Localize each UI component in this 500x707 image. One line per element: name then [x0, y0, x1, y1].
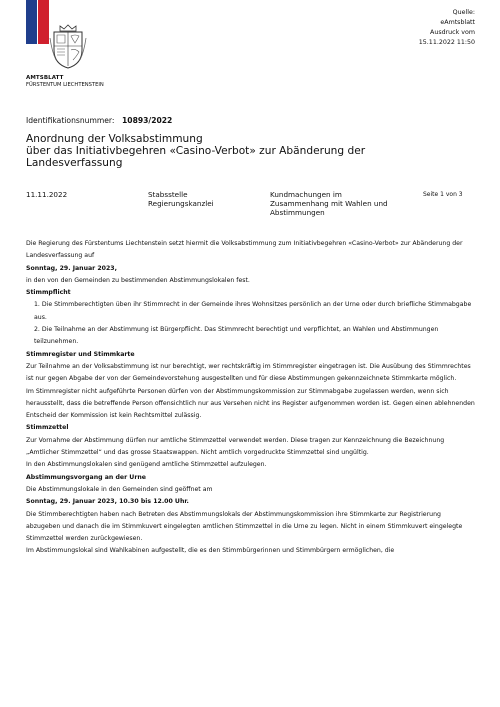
section-heading: Sonntag, 29. Januar 2023, [26, 264, 117, 272]
section-heading: Stimmzettel [26, 424, 69, 432]
section-heading: Stimmregister und Stimmkarte [26, 350, 135, 358]
title-line: Anordnung der Volksabstimmung [26, 133, 203, 145]
coat-of-arms-icon [48, 24, 88, 70]
flag-stripe-blue [26, 0, 37, 44]
paragraph: Im Stimmregister nicht aufgeführte Personen dürfen von der Abstimmungskommission zur Stimmabgabe zugelassen werden, wenn sich herausstellt, dass die betreffende Person offensichtlich nur aus Versehen nicht ins Register aufgenommen worden ist. Gegen einen ablehnenden Entscheid der Kommission ist kein Rechtsmittel zulässig. [26, 387, 475, 420]
document-body [26, 238, 476, 558]
section-heading: Stimmpflicht [26, 289, 71, 297]
list-item: 2. Die Teilnahme an der Abstimmung ist Bürgerpflicht. Das Stimmrecht berechtigt und verpflichtet, an Wahlen und Abstimmungen teilzunehmen. [34, 326, 439, 346]
brand-title: AMTSBLATT [26, 75, 64, 81]
document-title [26, 133, 476, 169]
list-item: 1. Die Stimmberechtigten üben ihr Stimmrecht in der Gemeinde ihres Wohnsitzes persönlich an der Urne oder durch briefliche Stimmabgabe aus. [34, 301, 472, 321]
print-label: Ausdruck vom [430, 29, 475, 36]
id-label: Identifikationsnummer: [26, 116, 115, 125]
source-label: Quelle: [452, 9, 475, 16]
paragraph: Die Abstimmungslokale in den Gemeinden sind geöffnet am [26, 485, 213, 493]
section-heading: Sonntag, 29. Januar 2023, 10.30 bis 12.00 Uhr. [26, 498, 189, 506]
paragraph: Die Stimmberechtigten haben nach Betreten des Abstimmungslokals der Abstimmungskommission ihre Stimmkarte zur Registrierung abzugeben und danach die im Stimmkuvert eingelegten amtlichen Stimmzettel in die Urne zu legen. Nicht in einem Stimmkuvert eingelegte Stimmzettel werden zurückgewiesen. [26, 510, 463, 543]
source-system: eAmtsblatt [440, 19, 475, 26]
category: Kundmachungen im Zusammenhang mit Wahlen und Abstimmungen [270, 190, 388, 217]
paragraph: Die Regierung des Fürstentums Liechtenstein setzt hiermit die Volksabstimmung zum Initiativbegehren «Casino-Verbot» zur Abänderung der Landesverfassung auf [26, 240, 463, 260]
publication-date: 11.11.2022 [26, 190, 68, 199]
id-value: 10893/2022 [122, 116, 173, 125]
issuing-unit: Stabsstelle Regierungskanzlei [148, 190, 214, 208]
source-info [419, 8, 475, 48]
brand-subtitle: FÜRSTENTUM LIECHTENSTEIN [26, 82, 104, 88]
identification-line [26, 116, 172, 125]
print-timestamp: 15.11.2022 11:50 [418, 39, 475, 46]
page-indicator: Seite 1 von 3 [423, 191, 463, 198]
section-heading: Abstimmungsvorgang an der Urne [26, 473, 146, 481]
title-line: Landesverfassung [26, 157, 123, 169]
paragraph: Zur Vornahme der Abstimmung dürfen nur amtliche Stimmzettel verwendet werden. Diese tragen zur Kennzeichnung die Bezeichnung „Amtlicher Stimmzettel“ und das grosse Staatswappen. Nicht amtlich vorgedruckte Stimmzettel sind ungültig. [26, 436, 445, 457]
paragraph: in den von den Gemeinden zu bestimmenden Abstimmungslokalen fest. [26, 276, 250, 284]
paragraph: In den Abstimmungslokalen sind genügend amtliche Stimmzettel aufzulegen. [26, 461, 267, 469]
title-line: über das Initiativbegehren «Casino-Verbot» zur Abänderung der [26, 145, 366, 157]
paragraph: Zur Teilnahme an der Volksabstimmung ist nur berechtigt, wer rechtskräftig im Stimmregister eingetragen ist. Die Ausübung des Stimmrechtes ist nur gegen Abgabe der von der Gemeindevorstehung ausgestellten und für diese Abstimmungen gekennzeichnete Stimmkarte möglich. [26, 362, 471, 383]
paragraph: Im Abstimmungslokal sind Wahlkabinen aufgestellt, die es den Stimmbürgerinnen und Stimmbürgern ermöglichen, die [26, 547, 395, 555]
